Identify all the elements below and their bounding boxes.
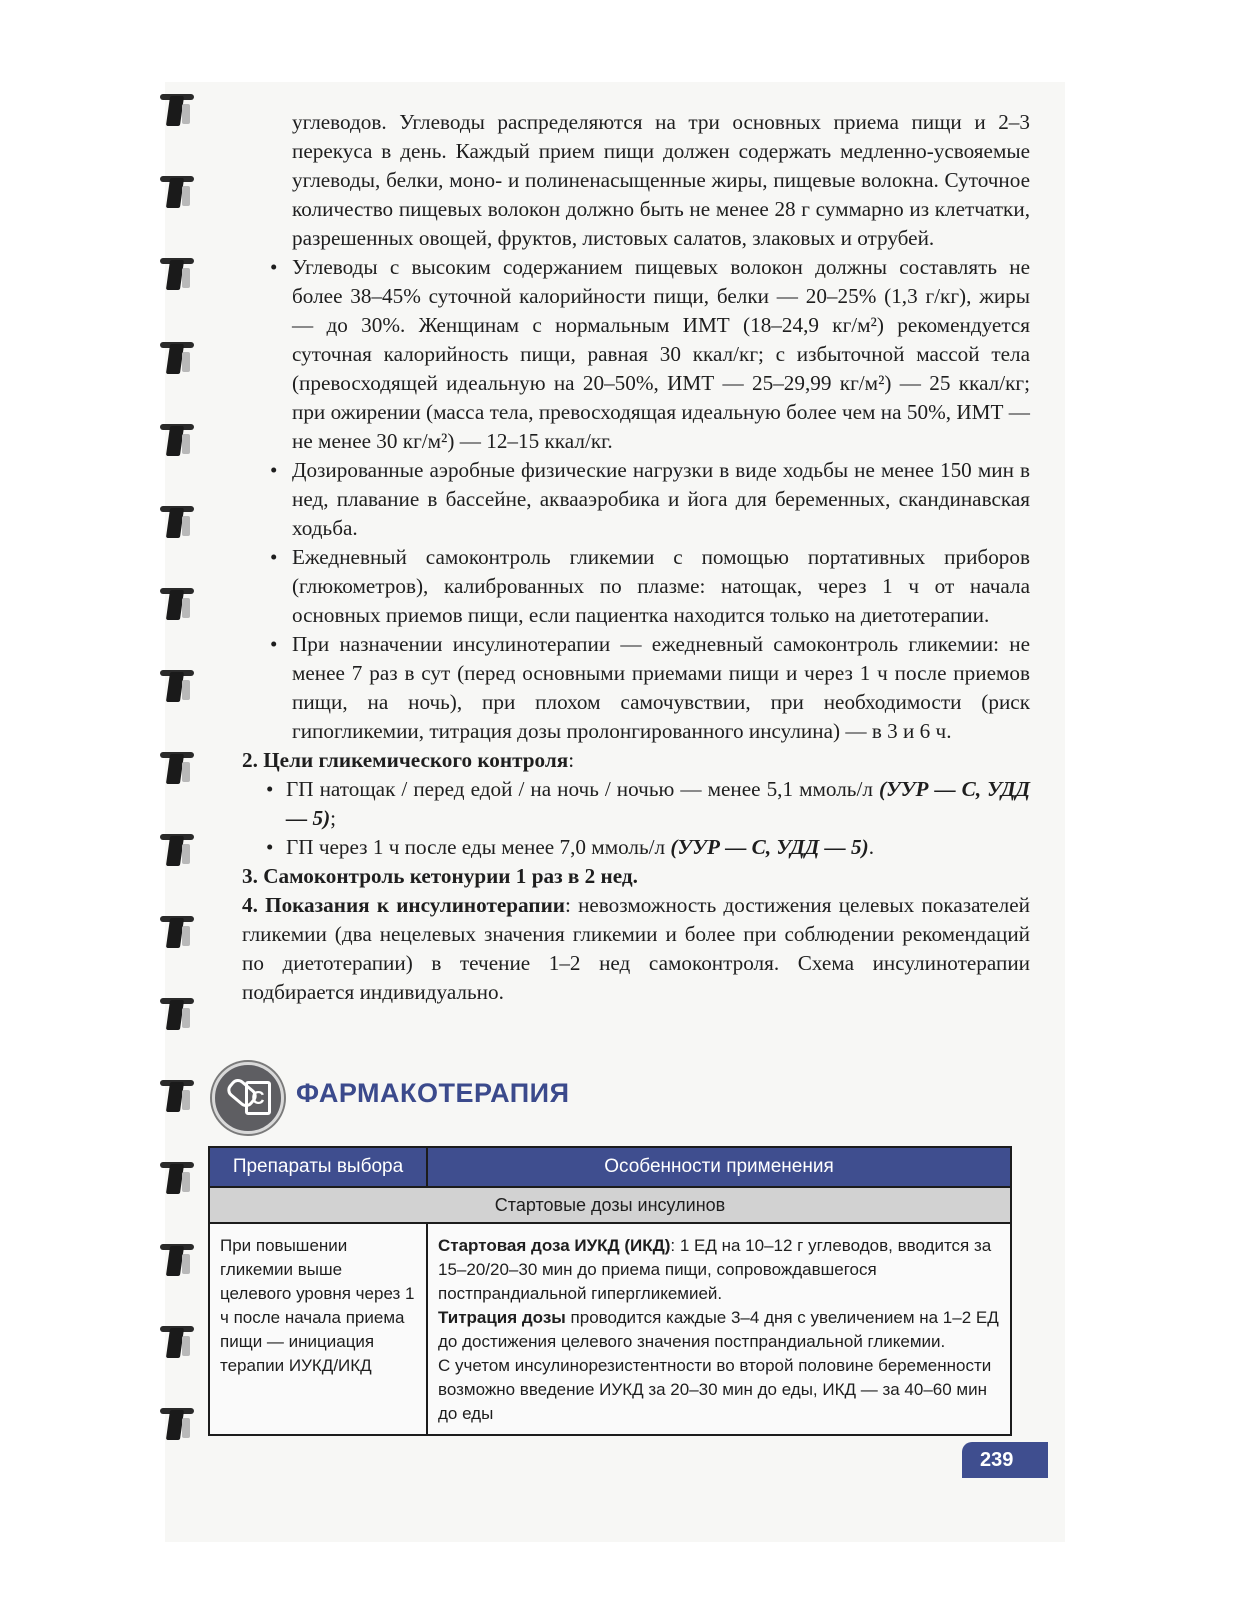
binding-ring <box>160 502 196 544</box>
section-title: ФАРМАКОТЕРАПИЯ <box>296 1078 570 1108</box>
table-subheader-row <box>209 1187 1011 1223</box>
subheader-start-doses: Стартовые дозы инсулинов <box>209 1187 1011 1223</box>
item-insulin-indications-text: : невозможность достижения целевых показателей гликемии (два нецелевых значения гликемии и более при соблюдении рекомендаций по диетотерапии) в течение 1–2 нед самоконтроля. Схема инсулинотерапии подбирается индивидуально. <box>242 893 1030 1004</box>
binding-ring <box>160 338 196 380</box>
pharmacotherapy-table <box>208 1146 1012 1436</box>
feature-titration-text: проводится каждые 3–4 дня с увеличением на 1–2 ЕД до достижения целевого значения постпрандиальной гликемии. <box>438 1308 999 1351</box>
feature-titration-label: Титрация дозы <box>438 1308 566 1327</box>
page-number: 239 <box>962 1442 1048 1478</box>
item-insulin-indications <box>210 891 1030 1007</box>
item-glycemic-goals-title: 2. Цели гликемического контроля <box>242 748 569 772</box>
feature-titration <box>438 1306 1000 1354</box>
goal-fasting-end: ; <box>330 806 337 830</box>
binding-ring <box>160 254 196 296</box>
goal-fasting-ref: (УУР — С, УДД — 5) <box>286 777 1030 830</box>
binding-ring <box>160 420 196 462</box>
goal-postprandial-end: . <box>868 835 874 859</box>
binding-ring <box>160 912 196 954</box>
item-ketonuria <box>210 862 1030 891</box>
goal-postprandial-text: ГП через 1 ч после еды менее 7,0 ммоль/л <box>286 835 671 859</box>
document-letter: С <box>245 1081 271 1115</box>
binding-ring <box>160 90 196 132</box>
header-features: Особенности применения <box>427 1147 1011 1187</box>
feature-start-dose <box>438 1234 1000 1306</box>
header-drugs: Препараты выбора <box>209 1147 427 1187</box>
spiral-binding <box>160 90 210 1540</box>
goal-postprandial-ref: (УУР — С, УДД — 5) <box>670 835 869 859</box>
item-glycemic-goals <box>210 746 1030 775</box>
cell-drug-indication: При повышении гликемии выше целевого уровня через 1 ч после начала приема пищи — инициация терапии ИУКД/ИКД <box>209 1223 427 1435</box>
goal-fasting <box>210 775 1030 833</box>
binding-ring <box>160 584 196 626</box>
bullet-glucose-selfcontrol: • Ежедневный самоконтроль гликемии с помощью портативных приборов (глюкометров), калиброванных по плазме: натощак, через 1 ч от начала основных приемов пищи, если пациентка находится только на диетотерапии. <box>210 543 1030 630</box>
bullet-macronutrients: • Углеводы с высоким содержанием пищевых волокон должны составлять не более 38–45% суточной калорийности пищи, белки — 20–25% (1,3 г/кг), жиры — до 30%. Женщинам с нормальным ИМТ (18–24,9 кг/м²) рекомендуется суточная калорийность пищи, равная 30 ккал/кг; с избыточной массой тела (превосходящей идеальную на 20–50%, ИМТ — 25–29,99 кг/м²) — 25 ккал/кг; при ожирении (масса тела, превосходящая идеальную более чем на 50%, ИМТ — не менее 30 кг/м²) — 12–15 ккал/кг. <box>210 253 1030 456</box>
item-colon: : <box>568 748 575 772</box>
bullet-insulin-selfcontrol: • При назначении инсулинотерапии — ежедневный самоконтроль гликемии: не менее 7 раз в сут (перед основными приемами пищи и через 1 ч после приемов пищи, на ночь), при плохом самочувствии, при необходимости (риск гипогликемии, титрация дозы пролонгированного инсулина) — в 3 и 6 ч. <box>210 630 1030 746</box>
binding-ring <box>160 1076 196 1118</box>
binding-ring <box>160 1322 196 1364</box>
cell-features <box>427 1223 1011 1435</box>
goal-fasting-text: ГП натощак / перед едой / на ночь / ночью — менее 5,1 ммоль/л <box>286 777 879 801</box>
feature-insulin-resistance: С учетом инсулинорезистентности во второй половине беременности возможно введение ИУКД за 20–30 мин до еды, ИКД — за 40–60 мин до еды <box>438 1356 992 1423</box>
body-text <box>210 108 1030 1007</box>
binding-ring <box>160 830 196 872</box>
feature-start-dose-label: Стартовая доза ИУКД (ИКД) <box>438 1236 671 1255</box>
binding-ring <box>160 172 196 214</box>
bullet-exercise: • Дозированные аэробные физические нагрузки в виде ходьбы не менее 150 мин в нед, плавание в бассейне, аквааэробика и йога для беременных, скандинавская ходьба. <box>210 456 1030 543</box>
goal-postprandial <box>210 833 1030 862</box>
pills-document-icon <box>212 1062 284 1134</box>
table-row <box>209 1223 1011 1435</box>
binding-ring <box>160 1158 196 1200</box>
binding-ring <box>160 994 196 1036</box>
item-ketonuria-text: 3. Самоконтроль кетонурии 1 раз в 2 нед. <box>242 864 638 888</box>
binding-ring <box>160 748 196 790</box>
feature-start-dose-text: : 1 ЕД на 10–12 г углеводов, вводится за 15–20/20–30 мин до приема пищи, сопровождавшегося постпрандиальной гипергликемией. <box>438 1236 992 1303</box>
binding-ring <box>160 1404 196 1446</box>
item-insulin-indications-title: 4. Показания к инсулинотерапии <box>242 893 565 917</box>
binding-ring <box>160 1240 196 1282</box>
intro-paragraph: углеводов. Углеводы распределяются на три основных приема пищи и 2–3 перекуса в день. Каждый прием пищи должен содержать медленно-усвояемые углеводы, белки, моно- и полиненасыщенные жиры, пищевые волокна. Суточное количество пищевых волокон должно быть не менее 28 г суммарно из клетчатки, разрешенных овощей, фруктов, листовых салатов, злаковых и отрубей. <box>292 110 1030 250</box>
binding-ring <box>160 666 196 708</box>
table-header-row <box>209 1147 1011 1187</box>
